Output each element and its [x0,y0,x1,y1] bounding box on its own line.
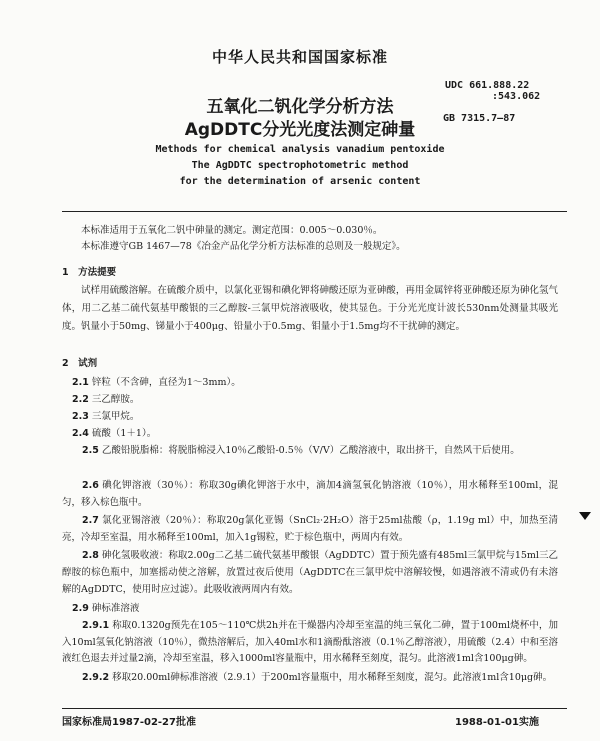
margin-mark [579,512,591,520]
intro-scope: 本标准适用于五氧化二钒中砷量的测定。测定范围：0.005～0.030％。 [81,225,383,236]
standard-header: 中华人民共和国国家标准 [211,48,388,66]
item-2-9-2 [62,670,558,686]
item-text: 硫酸（1＋1）。 [91,428,157,439]
udc-line2: :543.062 [492,91,541,102]
item-text: 乙酸铅脱脂棉：将脱脂棉浸入10％乙酸铅-0.5％（V/V）乙酸溶液中，取出挤干，自然风干后使用。 [101,445,520,456]
title-cn-line1: 五氧化二钒化学分析方法 [206,97,394,117]
item-num: 2.8 [82,550,99,561]
item-2-7 [62,512,558,546]
title-en-line2: The AgDDTC spectrophotometric method [191,160,409,171]
gb-number: GB 7315.7—87 [443,113,516,124]
section1-text: 试样用硫酸溶解。在硫酸介质中，以氯化亚锡和碘化钾将砷酸还原为亚砷酸，再用金属锌将亚砷酸还原为砷化氢气体，用二乙基二硫代氨基甲酸银的三乙醇胺-三氯甲烷溶液吸收，使其显色。于分光光度计波长530nm处测量其吸光度。钒量小于50mg、锑量小于400μg、铅量小于0.5mg、钼量小于1.5mg均不干扰砷的测定。 [62,285,558,332]
item-2-8 [62,547,558,598]
section1-heading: 1 方法提要 [62,267,117,278]
item-num: 2.9.1 [82,620,110,631]
item-text: 三乙醇胺。 [91,394,140,405]
item-num: 2.1 [72,377,89,388]
intro-compliance: 本标准遵守GB 1467—78《冶金产品化学分析方法标准的总则及一般规定》。 [81,241,406,252]
item-num: 2.2 [72,394,89,405]
udc-line1: UDC 661.888.22 [445,80,530,91]
section2-heading: 2 试剂 [62,358,98,369]
item-2-9 [62,600,558,617]
item-2-6 [62,477,558,511]
item-num: 2.6 [82,480,99,491]
item-2-2 [62,391,558,408]
divider-top [62,211,567,212]
item-num: 2.4 [72,428,89,439]
title-cn-line2: AgDDTC分光光度法测定砷量 [184,120,416,140]
item-text: 碘化钾溶液（30％）：称取30g碘化钾溶于水中，滴加4滴氢氧化钠溶液（10％），用水稀释至100ml，混匀，移入棕色瓶中。 [62,480,558,508]
item-text: 称取0.1320g预先在105～110℃烘2h并在干燥器内冷却至室温的纯三氧化二砷，置于100ml烧杯中，加入10ml氢氧化钠溶液（10％），微热溶解后，加入40ml水和1滴酚酞溶液（0.1％乙醇溶液），用硫酸（2.4）中和至溶液红色退去并过量2滴，冷却至室温，移入1000ml容量瓶中，用水稀释至刻度，混匀。此溶液1ml含100μg砷。 [62,620,558,664]
approval-date: 国家标准局1987-02-27批准 [62,717,196,728]
item-num: 2.9.2 [82,672,110,683]
item-text: 氯化亚锡溶液（20％）：称取20g氯化亚锡（SnCl₂·2H₂O）溶于25ml盐酸（ρ，1.19g ml）中，加热至清亮，冷却至室温，用水稀释至100ml，加入1g锡粒，贮于棕色瓶中，两周内有效。 [62,515,558,543]
item-2-4 [62,425,558,442]
item-text: 移取20.00ml砷标准溶液（2.9.1）于200ml容量瓶中，用水稀释至刻度，混匀。此溶液1ml含10μg砷。 [112,672,553,683]
effective-date: 1988-01-01实施 [455,717,539,728]
item-2-3 [62,408,558,425]
item-num: 2.5 [82,445,99,456]
divider-bottom [62,708,567,709]
item-text: 三氯甲烷。 [91,411,140,422]
item-num: 2.7 [82,515,99,526]
item-num: 2.3 [72,411,89,422]
item-text: 砷标准溶液 [91,603,140,614]
item-2-5 [62,442,558,459]
item-text: 砷化氢吸收液：称取2.00g二乙基二硫代氨基甲酸银（AgDDTC）置于预先盛有485ml三氯甲烷与15ml三乙醇胺的棕色瓶中，加塞摇动使之溶解，放置过夜后使用（AgDDTC在三氯甲烷中溶解较慢，如遇溶液不清或仍有未溶解的AgDDTC，使用时应过滤）。此吸收液两周内有效。 [62,550,558,595]
item-text: 锌粒（不含砷，直径为1～3mm）。 [91,377,241,388]
title-en-line3: for the determination of arsenic content [179,176,421,187]
udc-code [445,80,540,102]
item-2-9-1 [62,618,558,668]
title-en-line1: Methods for chemical analysis vanadium pentoxide [155,144,445,155]
item-num: 2.9 [72,603,89,614]
item-2-1 [62,374,558,391]
